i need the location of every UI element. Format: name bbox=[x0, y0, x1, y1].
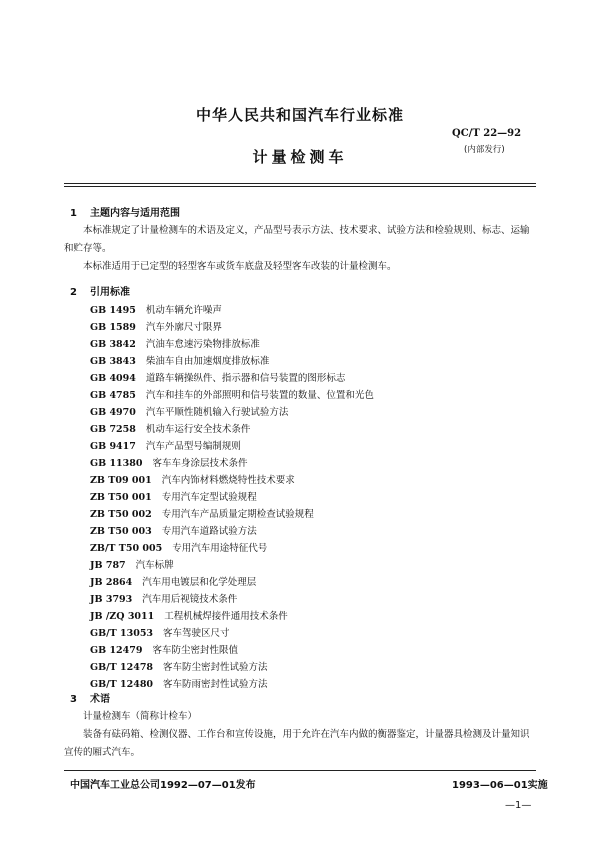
reference-item bbox=[90, 659, 374, 676]
reference-code: JB 3793 bbox=[90, 594, 133, 605]
reference-code: GB/T 13053 bbox=[90, 628, 154, 639]
section-1-title: 主题内容与适用范围 bbox=[90, 208, 180, 219]
effective-date: 1993—06—01实施 bbox=[452, 780, 548, 791]
reference-code: GB 7258 bbox=[90, 424, 136, 435]
reference-item bbox=[90, 302, 374, 319]
reference-code: GB 1495 bbox=[90, 305, 136, 316]
reference-item bbox=[90, 421, 374, 438]
reference-code: ZB T50 001 bbox=[90, 492, 152, 503]
reference-code: GB 9417 bbox=[90, 441, 136, 452]
reference-item bbox=[90, 608, 374, 625]
reference-title: 汽车平顺性随机输入行驶试验方法 bbox=[145, 407, 289, 418]
reference-item bbox=[90, 455, 374, 472]
reference-code: ZB T50 002 bbox=[90, 509, 152, 520]
standard-category-title: 中华人民共和国汽车行业标准 bbox=[195, 106, 404, 124]
reference-item bbox=[90, 438, 374, 455]
page-number: —1— bbox=[505, 800, 532, 811]
reference-item bbox=[90, 574, 374, 591]
reference-item bbox=[90, 540, 374, 557]
reference-code: ZB T50 003 bbox=[90, 526, 152, 537]
reference-title: 专用汽车道路试验方法 bbox=[161, 526, 257, 537]
reference-code: JB 787 bbox=[90, 560, 126, 571]
footer-rule bbox=[64, 770, 536, 771]
reference-item bbox=[90, 370, 374, 387]
reference-title: 工程机械焊接件通用技术条件 bbox=[164, 611, 288, 622]
reference-title: 汽车和挂车的外部照明和信号装置的数量、位置和光色 bbox=[145, 390, 374, 401]
reference-item bbox=[90, 625, 374, 642]
reference-code: GB/T 12480 bbox=[90, 679, 154, 690]
reference-title: 汽车用电镀层和化学处理层 bbox=[142, 577, 257, 588]
reference-title: 柴油车自由加速烟度排放标准 bbox=[145, 356, 270, 367]
reference-item bbox=[90, 472, 374, 489]
reference-item bbox=[90, 404, 374, 421]
section-3-body bbox=[64, 708, 536, 762]
reference-code: ZB T09 001 bbox=[90, 475, 152, 486]
reference-title: 专用汽车定型试验规程 bbox=[161, 492, 257, 503]
reference-title: 专用汽车产品质量定期检查试验规程 bbox=[161, 509, 314, 520]
section-1-paragraph: 本标准规定了计量检测车的术语及定义，产品型号表示方法、技术要求、试验方法和检验规则、标志、运输和贮存等。 bbox=[64, 225, 530, 254]
reference-title: 机动车运行安全技术条件 bbox=[145, 424, 251, 435]
reference-code: JB /ZQ 3011 bbox=[90, 611, 155, 622]
reference-title: 客车防雨密封性试验方法 bbox=[163, 679, 268, 690]
section-2-title: 引用标准 bbox=[90, 287, 130, 298]
section-2-heading bbox=[70, 283, 130, 298]
reference-item bbox=[90, 506, 374, 523]
reference-code: GB 12479 bbox=[90, 645, 143, 656]
document-title: 计量检测车 bbox=[252, 148, 348, 166]
term-definition: 装备有砝码箱、检测仪器、工作台和宣传设施，用于允许在汽车内做的衡器鉴定，计量器具检测及计量知识宣传的厢式汽车。 bbox=[64, 729, 530, 758]
reference-title: 汽车用后视镜技术条件 bbox=[142, 594, 238, 605]
reference-code: GB 1589 bbox=[90, 322, 136, 333]
reference-title: 汽车标牌 bbox=[135, 560, 174, 571]
reference-title: 专用汽车用途特征代号 bbox=[172, 543, 268, 554]
reference-item bbox=[90, 557, 374, 574]
reference-item bbox=[90, 642, 374, 659]
reference-title: 客车防尘密封性限值 bbox=[152, 645, 239, 656]
reference-title: 机动车辆允许噪声 bbox=[145, 305, 222, 316]
section-1-paragraph: 本标准适用于已定型的轻型客车或货车底盘及轻型客车改装的计量检测车。 bbox=[83, 261, 397, 272]
header-rule-bottom bbox=[64, 186, 536, 187]
reference-item bbox=[90, 319, 374, 336]
reference-code: JB 2864 bbox=[90, 577, 133, 588]
reference-item bbox=[90, 387, 374, 404]
section-3-number: 3 bbox=[70, 694, 77, 705]
reference-code: GB/T 12478 bbox=[90, 662, 154, 673]
section-1-number: 1 bbox=[70, 208, 77, 219]
reference-list bbox=[90, 302, 374, 693]
reference-code: GB 4785 bbox=[90, 390, 136, 401]
reference-item bbox=[90, 676, 374, 693]
section-2-number: 2 bbox=[70, 287, 77, 298]
section-3-heading bbox=[70, 690, 110, 705]
header-rule-top bbox=[64, 183, 536, 184]
reference-code: GB 4970 bbox=[90, 407, 136, 418]
reference-title: 汽车产品型号编制规则 bbox=[145, 441, 241, 452]
reference-item bbox=[90, 336, 374, 353]
reference-code: GB 3843 bbox=[90, 356, 136, 367]
reference-title: 汽车外廓尺寸限界 bbox=[145, 322, 222, 333]
reference-code: GB 3842 bbox=[90, 339, 136, 350]
reference-item bbox=[90, 489, 374, 506]
reference-item bbox=[90, 591, 374, 608]
reference-item bbox=[90, 353, 374, 370]
distribution-note: (内部发行) bbox=[464, 145, 505, 155]
reference-title: 汽油车怠速污染物排放标准 bbox=[145, 339, 260, 350]
standard-code: QC/T 22—92 bbox=[452, 128, 522, 139]
reference-title: 道路车辆操纵件、指示器和信号装置的图形标志 bbox=[145, 373, 346, 384]
section-1-heading bbox=[70, 204, 180, 219]
reference-code: ZB/T T50 005 bbox=[90, 543, 163, 554]
reference-code: GB 11380 bbox=[90, 458, 143, 469]
section-3-title: 术语 bbox=[90, 694, 110, 705]
term-name: 计量检测车（简称计检车） bbox=[83, 711, 198, 722]
issue-date: 中国汽车工业总公司1992—07—01发布 bbox=[70, 780, 256, 791]
reference-title: 汽车内饰材料燃烧特性技术要求 bbox=[161, 475, 295, 486]
reference-title: 客车驾驶区尺寸 bbox=[163, 628, 230, 639]
reference-code: GB 4094 bbox=[90, 373, 136, 384]
section-1-body bbox=[64, 222, 536, 276]
reference-title: 客车防尘密封性试验方法 bbox=[163, 662, 268, 673]
reference-title: 客车车身涂层技术条件 bbox=[152, 458, 248, 469]
reference-item bbox=[90, 523, 374, 540]
